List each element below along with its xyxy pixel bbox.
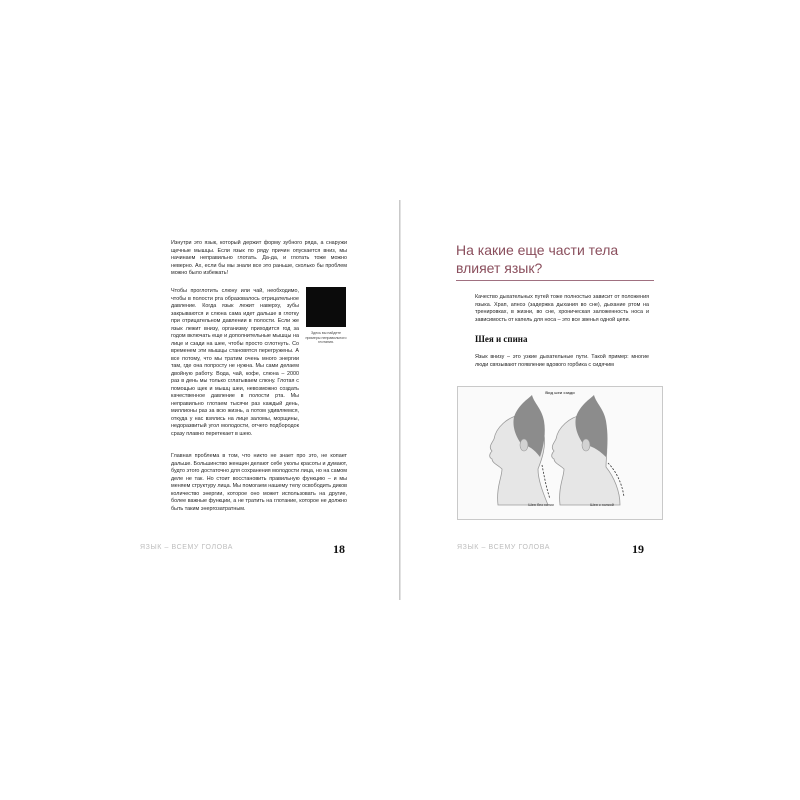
neck-profiles-drawing [458, 387, 664, 521]
left-paragraph-2 [171, 288, 299, 444]
left-paragraph-3 [171, 453, 347, 519]
section-title: На какие еще части тела влияет язык? [456, 242, 619, 276]
figure-caption-right: Шея с холкой [590, 503, 614, 507]
paragraph: Чтобы проглотить слюну или чай, необходимо, чтобы в полости рта образовалось отрицательное давление. Когда язык лежит наверху, зубы закрываются и слюна сама идет дальше в глотку при отрицательном давлении в полости. Если же язык лежит внизу, организму приходится год за годом включать еще и дополнительные мышцы на лице и сзади на шее, чтобы просто сглотнуть. Со временем эти мышцы становятся перегружены. А все потому, что мы тратим очень много энергии там, где она попросту не нужна. Мы сами делаем двойную работу. Вода, чай, кофе, слюна – 2000 раз в день мы только сглатываем слюну. Глотая с помощью щек и мышц шеи, невозможно создать качественное давление в полости рта. Мы неправильно глотаем тысячи раз каждый день, миллионы раз за всю жизнь, а потом удивляемся, откуда у нас взялись на лице заломы, морщины, недоразвитый угол молодости, отчего подбородок сразу плавно перетекает в шею. [171, 288, 299, 437]
head-profile-hump [552, 395, 624, 505]
qr-code-image[interactable] [306, 287, 346, 327]
head-profile-normal [490, 395, 550, 505]
paragraph: Изнутри это язык, который держит форму зубного ряда, а снаружи щечные мышцы. Если язык по ряду причин опускается вниз, мы начинаем неправильно глотать. Да-да, и глотать тоже можно неверно. Ах, если бы мы знали все это раньше, сколько бы проблем можно было избежать! [171, 240, 347, 276]
title-divider [456, 280, 654, 281]
neck-illustration [457, 386, 663, 520]
intro-paragraph [475, 294, 649, 330]
qr-caption: Здесь вы найдете примеры неправильного глотания. [305, 331, 347, 345]
body-paragraph [475, 354, 649, 375]
figure-caption-left: Шея без холки [528, 503, 554, 507]
running-footer: ЯЗЫК – ВСЕМУ ГОЛОВА [140, 544, 234, 551]
figure-title: Вид шеи сзади [545, 390, 575, 395]
page-number: 19 [632, 542, 644, 556]
subheading: Шея и спина [475, 334, 528, 344]
paragraph: Язык внизу – это узкие дыхательные пути. Такой пример: многие люди связывают появление вдового горбика с сидячим [475, 354, 649, 368]
left-paragraph-1 [171, 240, 347, 284]
left-page [0, 0, 399, 800]
right-page [401, 0, 800, 800]
page-number: 18 [333, 542, 345, 556]
running-footer: ЯЗЫК – ВСЕМУ ГОЛОВА [457, 544, 551, 551]
paragraph: Главная проблема в том, что никто не знает про это, не копает дальше. Большинство женщин делают себе уколы красоты и думают, будто этого достаточно для сохранения молодости лица, но на самом деле не так. Но стоит восстановить правильную функцию – и мы меняем структуру лица. Мы помогаем нашему телу освободить диков количество энергии, которое оно может использовать на другие, более важные функции, а не тратить на глотание, которое не должно быть таким энергозатратным. [171, 453, 347, 512]
paragraph: Качество дыхательных путей тоже полностью зависит от положения языка. Храп, апноэ (задержка дыхания во сне), дыхание ртом на тренировках, в жизни, во сне, хроническая заложенность носа и зависимость от капель для носа – это все звенья одной цепи. [475, 294, 649, 323]
